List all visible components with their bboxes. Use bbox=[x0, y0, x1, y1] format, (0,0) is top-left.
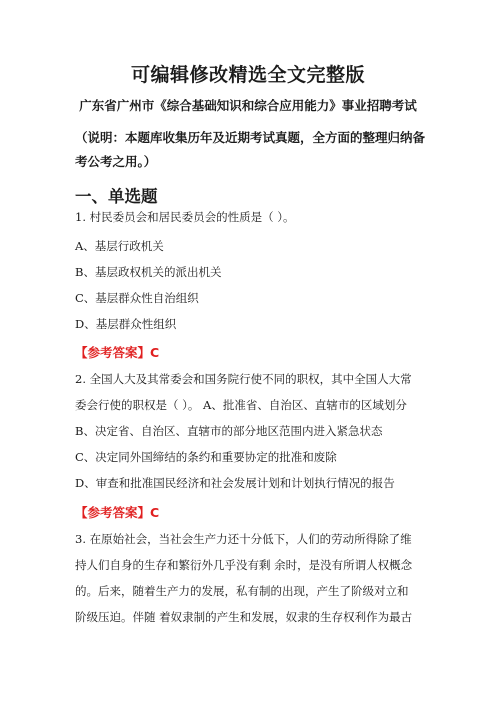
question-1-option-d: D、基层群众性组织 bbox=[75, 317, 177, 331]
document-note: （说明：本题库收集历年及近期考试真题，全方面的整理归纳备考公考之用。） bbox=[75, 130, 426, 169]
question-3-stem-line-4: 阶级压迫。伴随 着奴隶制的产生和发展，奴隶的生存权利作为最古 bbox=[75, 610, 413, 624]
document-subtitle: 广东省广州市《综合基础知识和综合应用能力》事业招聘考试 bbox=[79, 98, 417, 113]
section-heading: 一、单选题 bbox=[75, 187, 158, 206]
question-2-option-d: D、审查和批准国民经济和社会发展计划和计划执行情况的报告 bbox=[75, 476, 395, 490]
question-1-option-c: C、基层群众性自治组织 bbox=[75, 291, 199, 305]
question-1-option-a: A、基层行政机关 bbox=[75, 239, 164, 253]
question-1-option-b: B、基层政权机关的派出机关 bbox=[75, 265, 222, 279]
question-3-stem-line-2: 持人们自身的生存和繁衍外几乎没有剩 余时，是没有所谓人权概念 bbox=[75, 558, 413, 572]
question-2-stem-line-1: 2. 全国人大及其常委会和国务院行使不同的职权，其中全国人大常 bbox=[75, 372, 412, 386]
question-2-option-b: B、决定省、自治区、直辖市的部分地区范围内进入紧急状态 bbox=[75, 424, 383, 438]
question-3-stem-line-1: 3. 在原始社会，当社会生产力还十分低下，人们的劳动所得除了维 bbox=[75, 532, 412, 546]
document-title: 可编辑修改精选全文完整版 bbox=[130, 64, 365, 86]
question-3-stem-line-3: 的。后来，随着生产力的发展，私有制的出现，产生了阶级对立和 bbox=[75, 584, 409, 598]
question-2-stem-line-2: 委会行使的职权是（ ）。 A、批准省、自治区、直辖市的区域划分 bbox=[75, 398, 407, 412]
question-1-answer: 【参考答案】C bbox=[75, 345, 160, 360]
question-1-stem: 1. 村民委员会和居民委员会的性质是（ ）。 bbox=[75, 210, 295, 224]
question-2-option-c: C、决定同外国缔结的条约和重要协定的批准和废除 bbox=[75, 450, 337, 464]
question-2-answer: 【参考答案】C bbox=[75, 505, 160, 520]
